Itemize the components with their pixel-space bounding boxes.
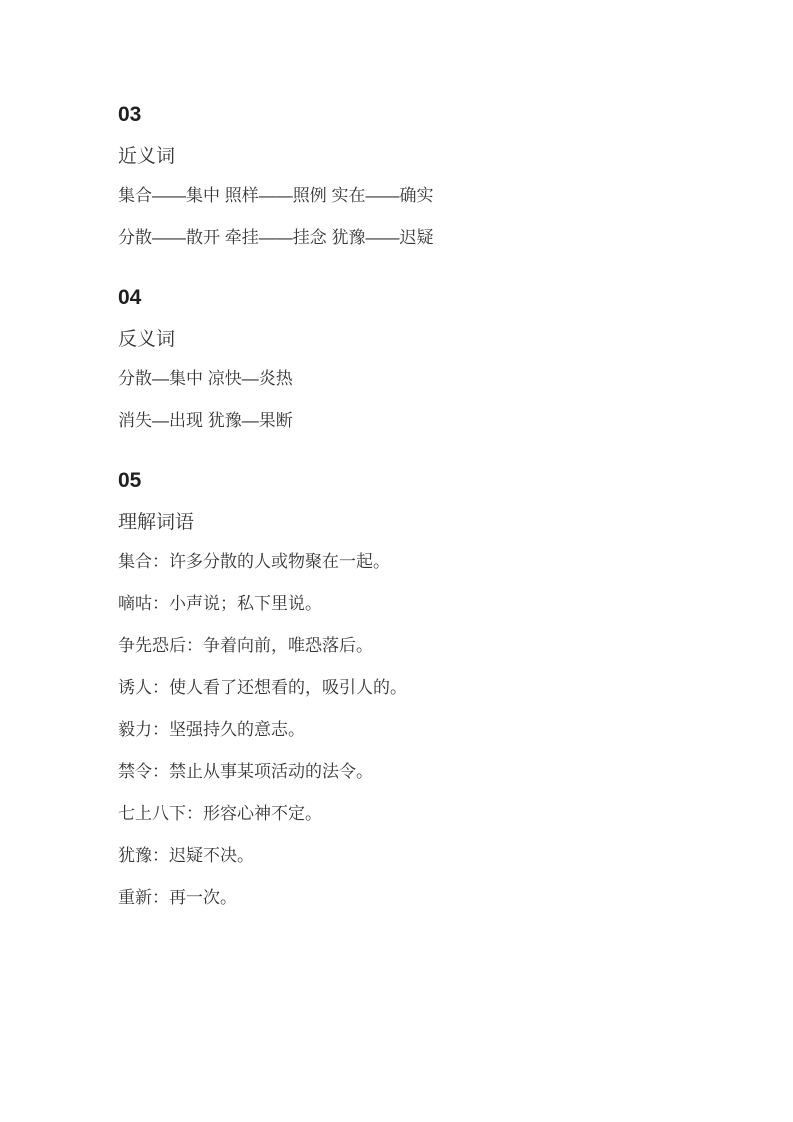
document-content bbox=[118, 105, 703, 948]
text-line: 集合：许多分散的人或物聚在一起。 bbox=[118, 552, 390, 571]
section-03 bbox=[118, 105, 703, 246]
section-heading: 理解词语 bbox=[118, 512, 195, 533]
text-line: 分散—集中 凉快—炎热 bbox=[118, 369, 293, 388]
text-line: 诱人：使人看了还想看的，吸引人的。 bbox=[118, 678, 407, 697]
section-number: 04 bbox=[118, 286, 142, 309]
section-number: 05 bbox=[118, 469, 142, 492]
text-line: 七上八下：形容心神不定。 bbox=[118, 804, 322, 823]
section-04 bbox=[118, 288, 703, 429]
section-number: 03 bbox=[118, 103, 142, 126]
section-05 bbox=[118, 471, 703, 906]
text-line: 集合——集中 照样——照例 实在——确实 bbox=[118, 186, 434, 205]
text-line: 分散——散开 牵挂——挂念 犹豫——迟疑 bbox=[118, 228, 434, 247]
text-line: 毅力：坚强持久的意志。 bbox=[118, 720, 305, 739]
text-line: 嘀咕：小声说；私下里说。 bbox=[118, 594, 322, 613]
text-line: 消失—出现 犹豫—果断 bbox=[118, 411, 293, 430]
text-line: 重新：再一次。 bbox=[118, 888, 237, 907]
text-line: 犹豫：迟疑不决。 bbox=[118, 846, 254, 865]
text-line: 禁令：禁止从事某项活动的法令。 bbox=[118, 762, 373, 781]
section-heading: 反义词 bbox=[118, 329, 176, 350]
section-heading: 近义词 bbox=[118, 146, 176, 167]
text-line: 争先恐后：争着向前，唯恐落后。 bbox=[118, 636, 373, 655]
